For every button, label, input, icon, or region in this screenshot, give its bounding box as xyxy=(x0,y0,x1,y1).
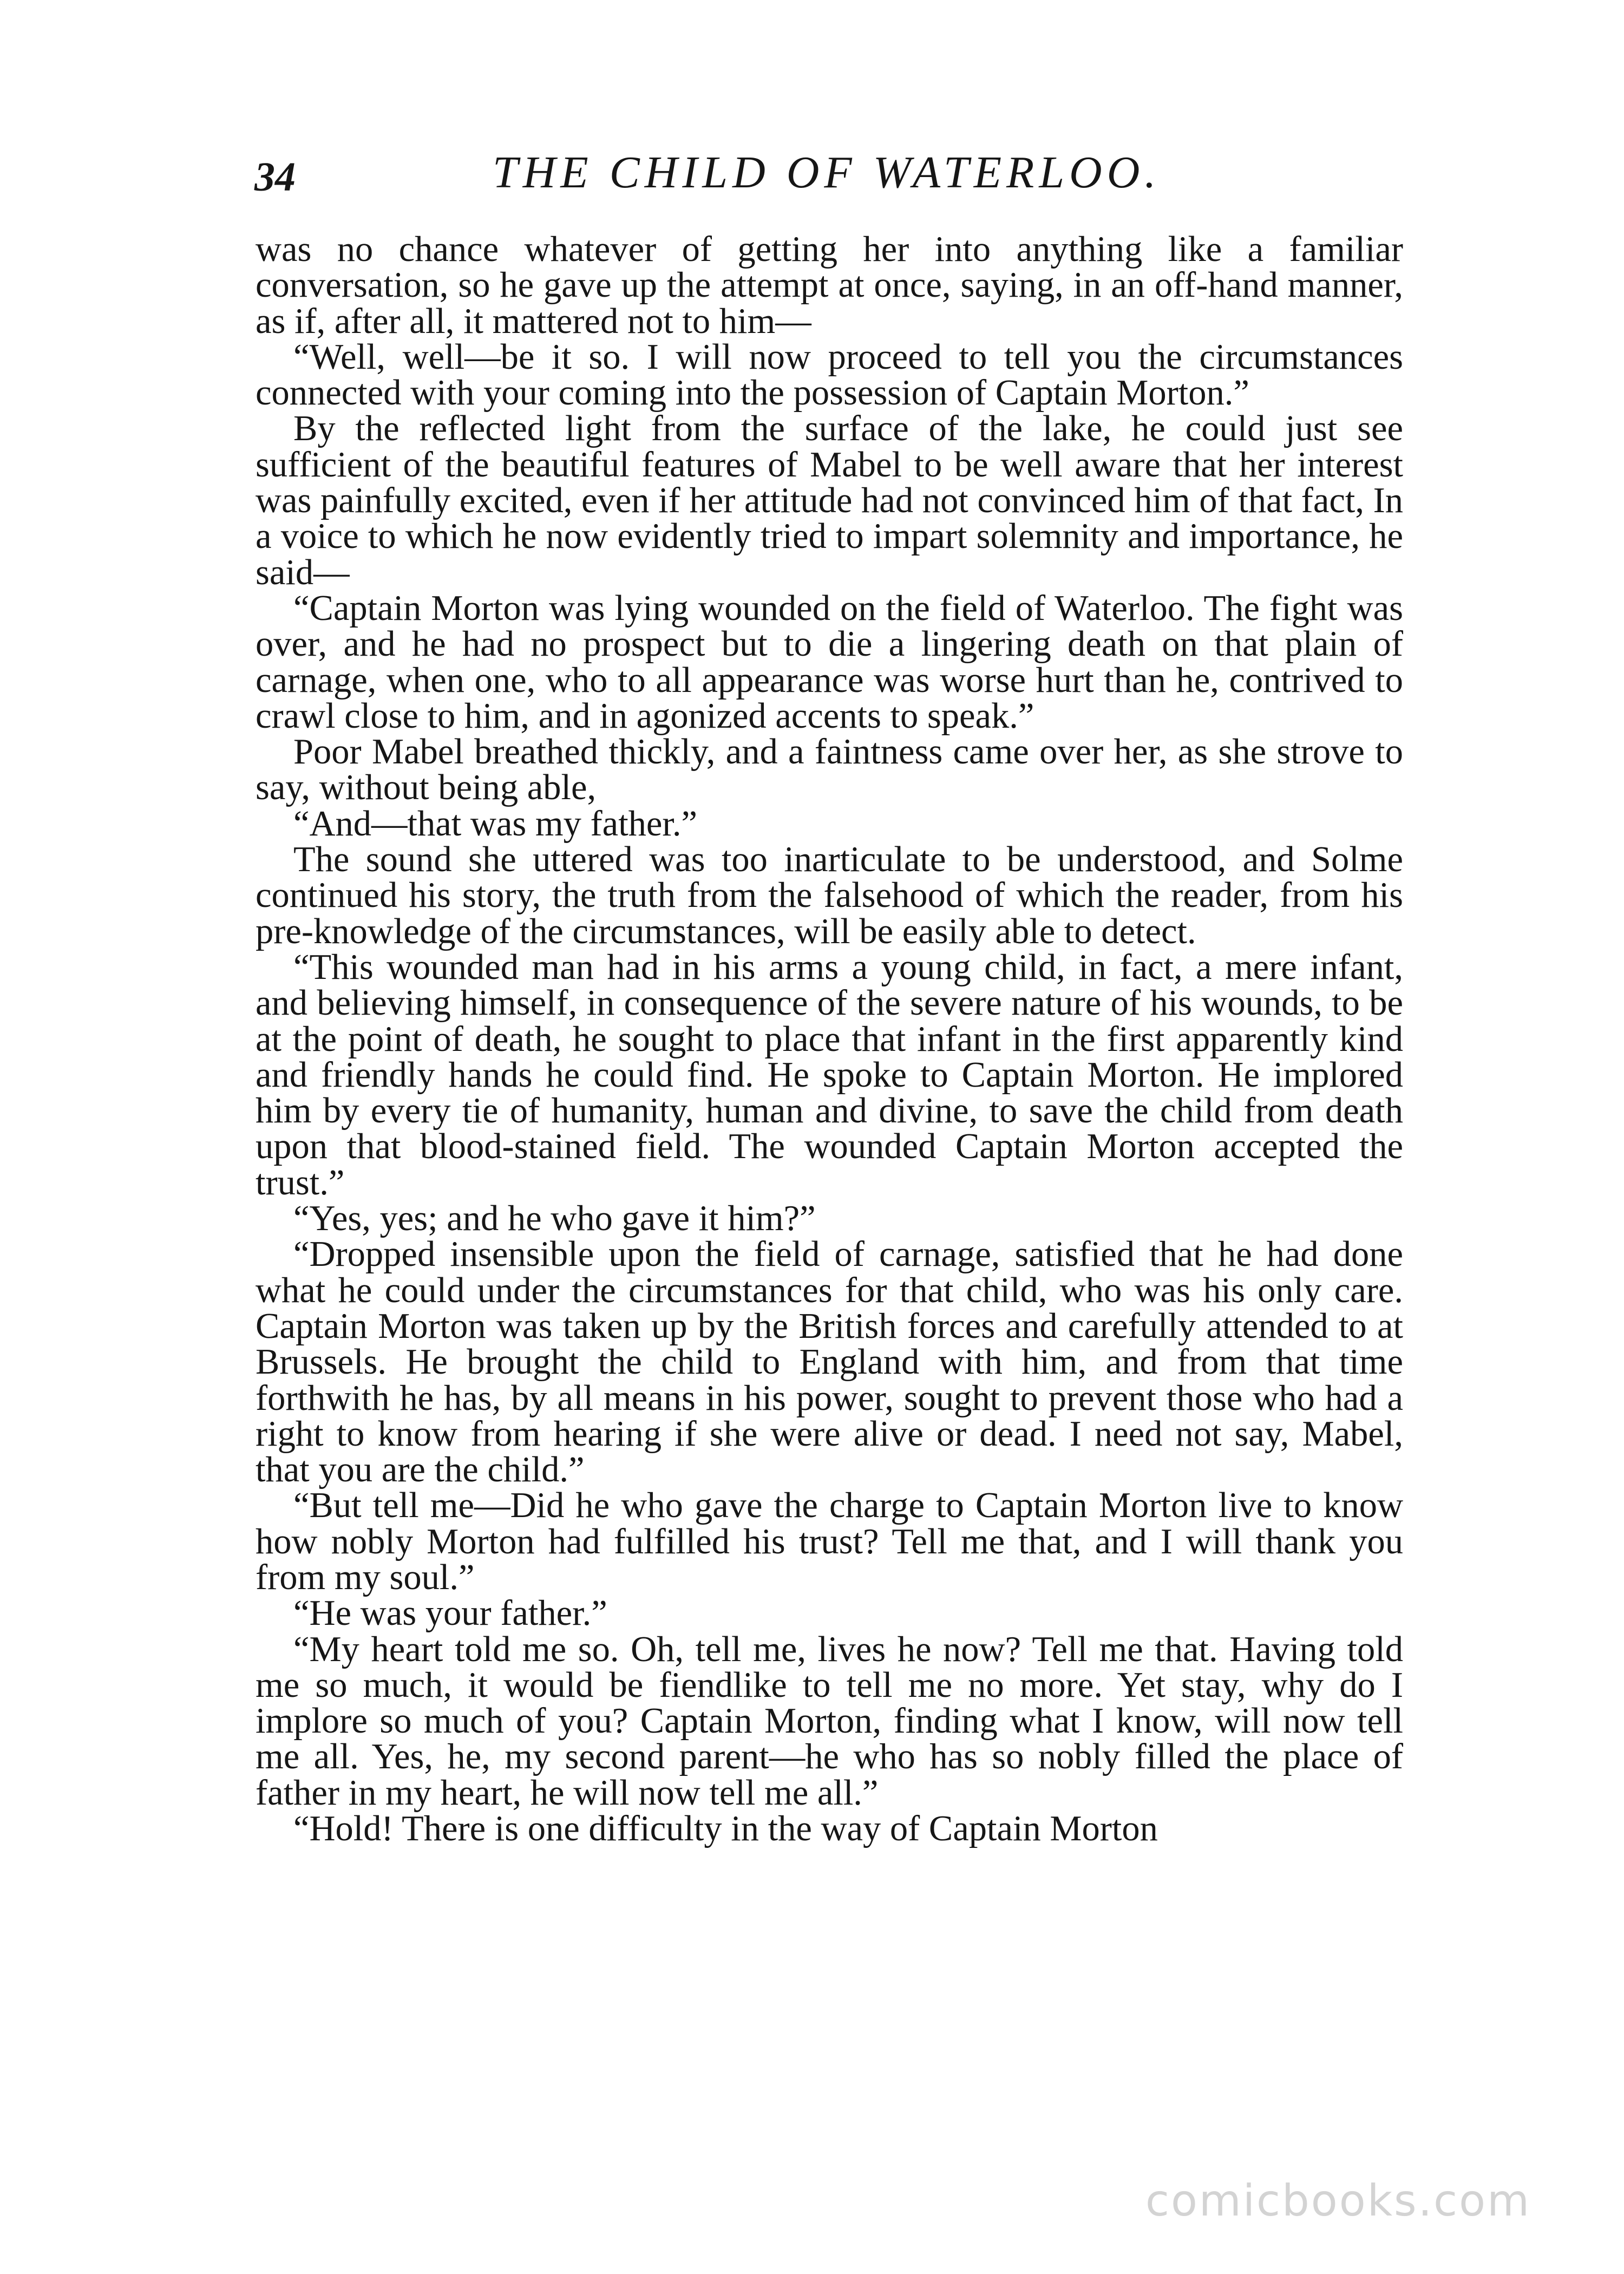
paragraph: “This wounded man had in his arms a young child, in fact, a mere infant, and believing himself, in consequence of the severe nature of his wounds, to be at the point of death, he sought to place that infant in the first apparently kind and friendly hands he could find. He spoke to Captain Morton. He implored him by every tie of humanity, human and divine, to save the child from death upon that blood-stained field. The wounded Captain Morton accepted the trust.” xyxy=(256,947,1403,1203)
paragraph: “Dropped insensible upon the field of carnage, satisfied that he had done what he could under the circumstances for that child, who was his only care. Captain Morton was taken up by the British forces and carefully attended to at Brussels. He brought the child to England with him, and from that time forthwith he has, by all means in his power, sought to prevent those who had a right to know from hearing if she were alive or dead. I need not say, Mabel, that you are the child.” xyxy=(256,1234,1403,1490)
running-title: THE CHILD OF WATERLOO. xyxy=(493,147,1161,198)
paragraph: “Yes, yes; and he who gave it him?” xyxy=(293,1199,816,1239)
page-number: 34 xyxy=(254,154,296,200)
paragraph: “And—that was my father.” xyxy=(293,803,698,844)
paragraph: “Captain Morton was lying wounded on the field of Waterloo. The fight was over, and he had no prospect but to die a lingering death on that plain of carnage, when one, who to all appearance was worse hurt than he, contrived to crawl close to him, and in agonized accents to speak.” xyxy=(256,588,1403,736)
paragraph: By the reflected light from the surface of the lake, he could just see sufficient of the beautiful features of Mabel to be well aware that her interest was painfully excited, even if her attitude had not convinced him of that fact, In a voice to which he now evidently tried to impart solemnity and importance, he said— xyxy=(256,409,1403,592)
paragraph: “He was your father.” xyxy=(293,1593,607,1633)
paragraph: “Well, well—be it so. I will now proceed to tell you the circumstances connected with your coming into the possession of Captain Morton.” xyxy=(256,337,1403,413)
paragraph: Poor Mabel breathed thickly, and a faintness came over her, as she strove to say, without being able, xyxy=(256,732,1403,808)
paragraph: The sound she uttered was too inarticulate to be understood, and Solme continued his story, the truth from the falsehood of which the reader, from his pre-knowledge of the circumstances, will be easily able to detect. xyxy=(256,840,1403,951)
paragraph: “But tell me—Did he who gave the charge to Captain Morton live to know how nobly Morton had fulfilled his trust? Tell me that, and I will thank you from my soul.” xyxy=(256,1486,1403,1597)
paragraph: was no chance whatever of getting her into anything like a familiar conversation, so he gave up the attempt at once, saying, in an off-hand manner, as if, after all, it mattered not to him— xyxy=(256,232,1403,341)
watermark: comicbooks.com xyxy=(1145,2175,1531,2226)
page-header xyxy=(254,146,1402,222)
paragraph: “My heart told me so. Oh, tell me, lives he now? Tell me that. Having told me so much, it would be fiendlike to tell me no more. Yet stay, why do I implore so much of you? Captain Morton, finding what I know, will now tell me all. Yes, he, my second parent—he who has so nobly filled the place of father in my heart, he will now tell me all.” xyxy=(256,1629,1403,1813)
body-text xyxy=(256,232,1403,2148)
paragraph: “Hold! There is one difficulty in the way of Captain Morton xyxy=(293,1809,1158,1849)
